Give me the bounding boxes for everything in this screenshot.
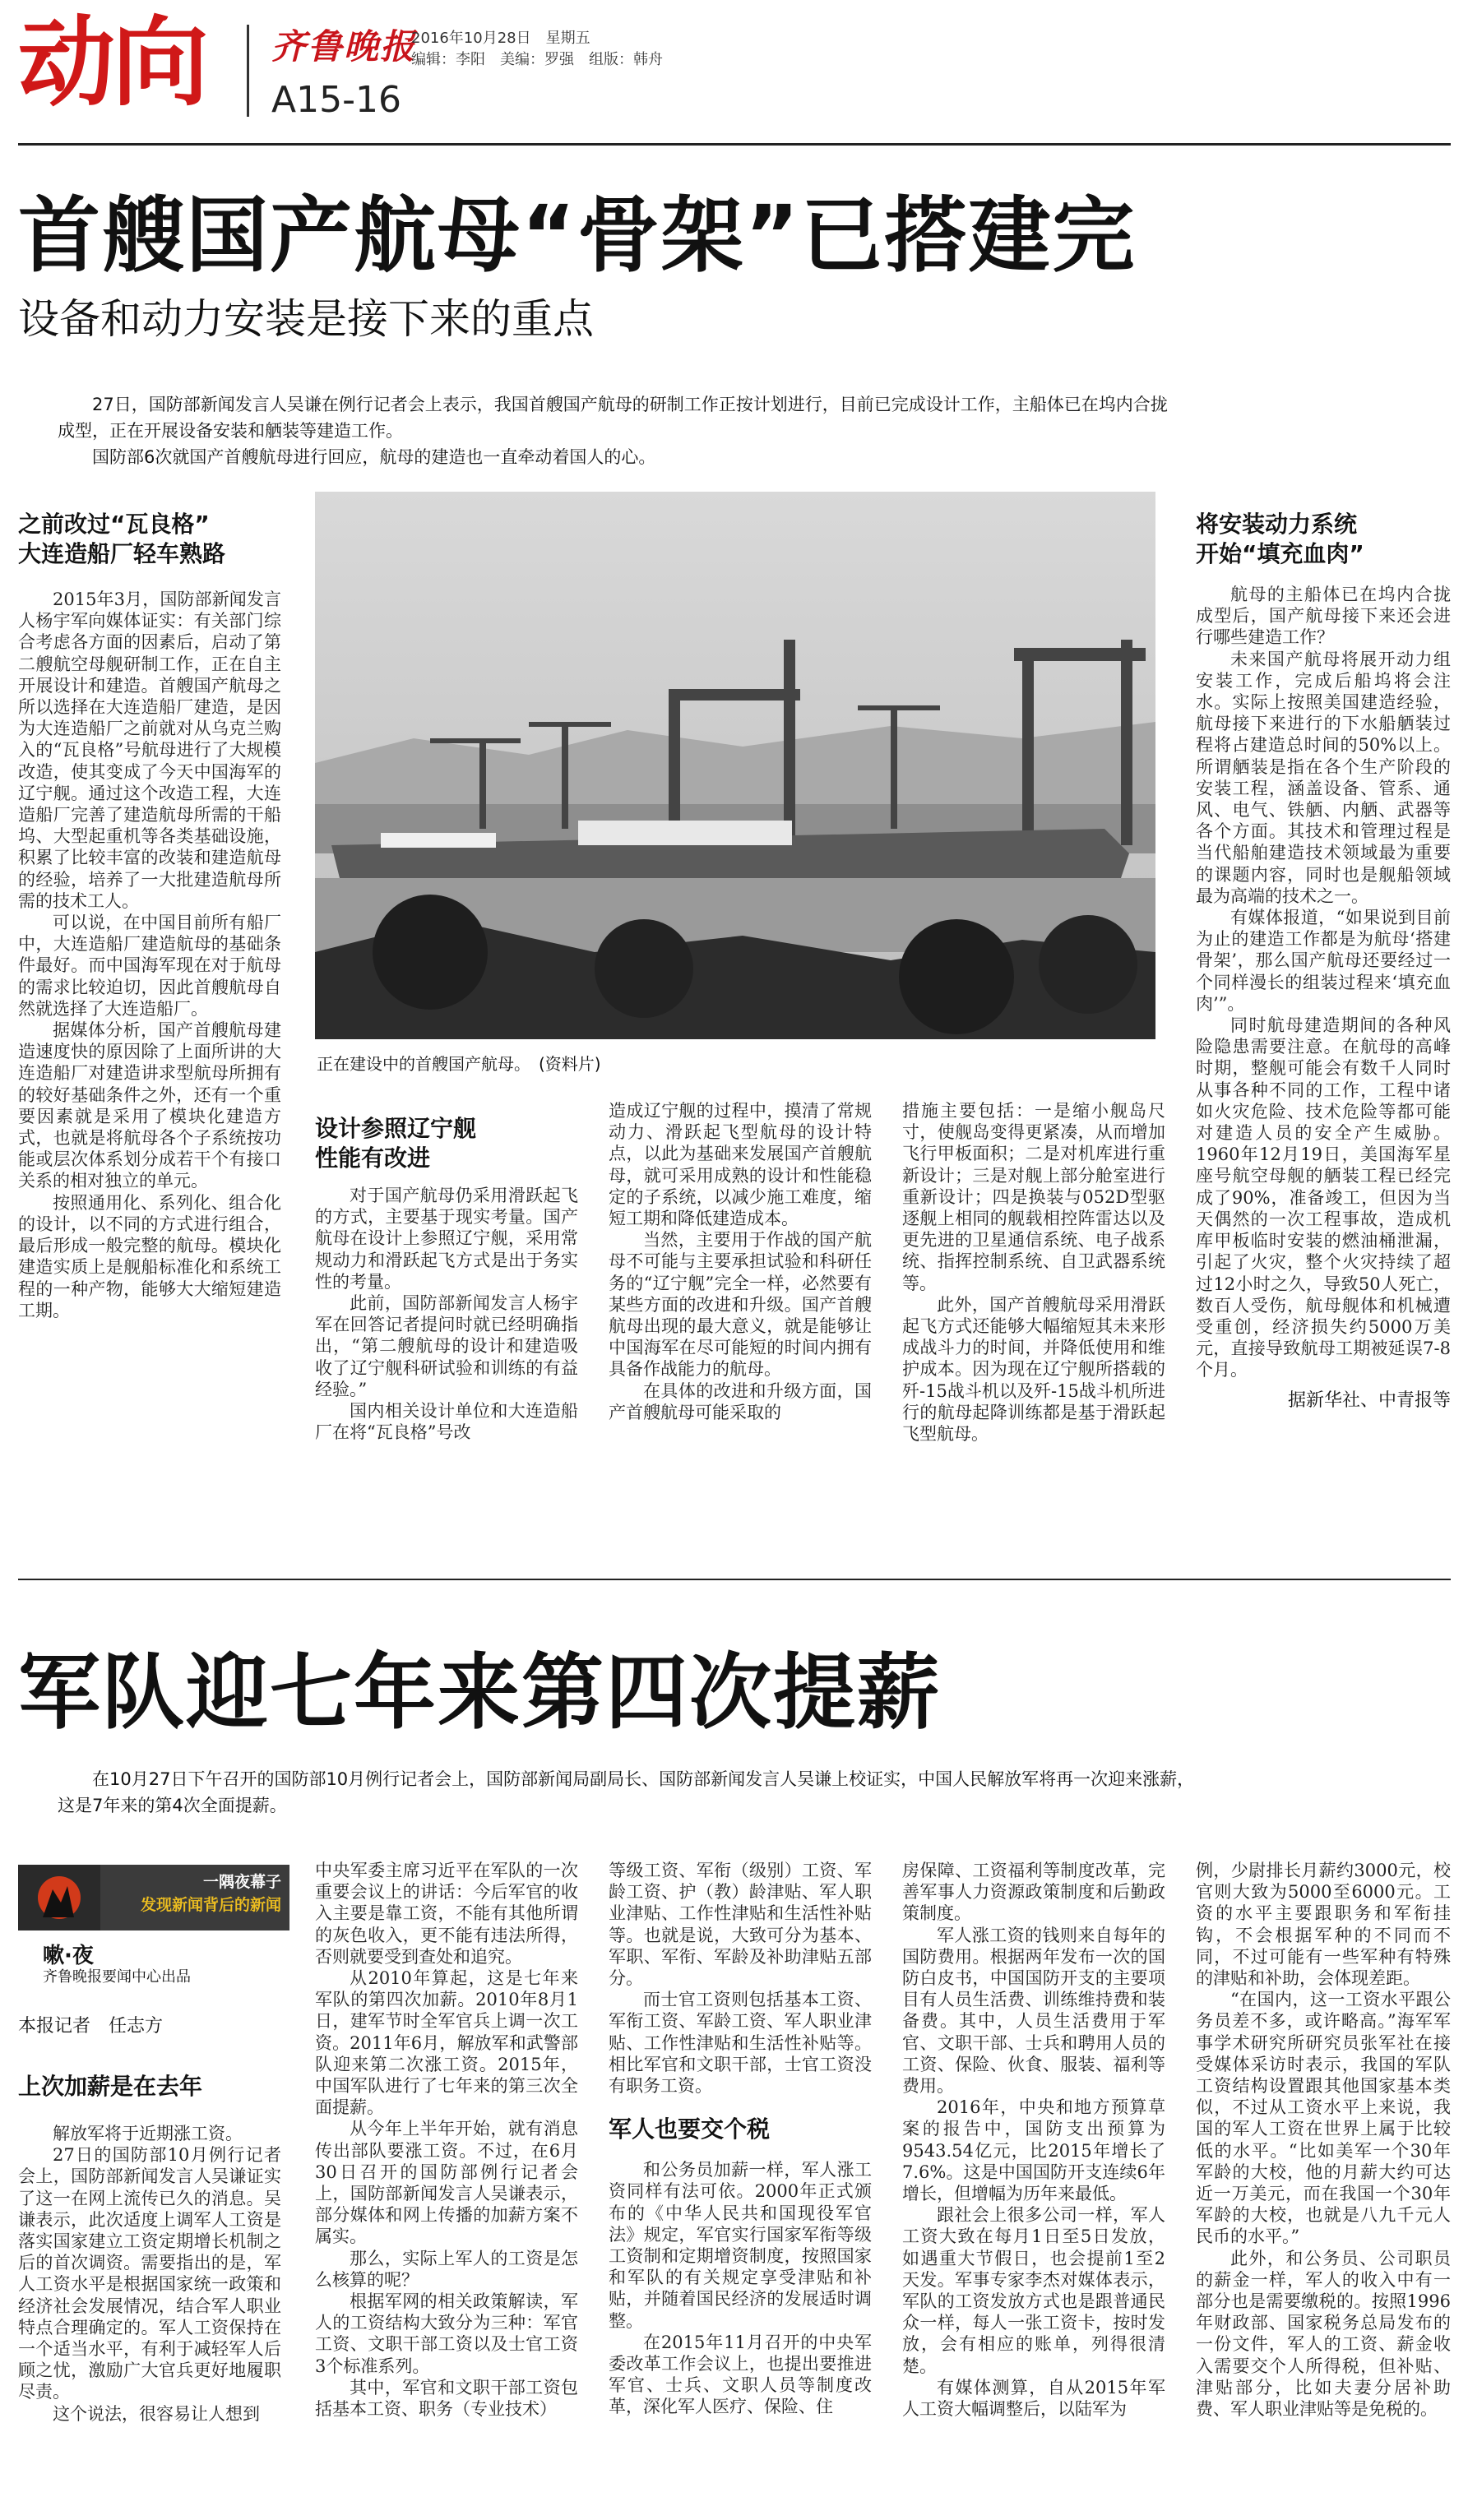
section2-title-line-2: 性能有改进 (315, 1144, 431, 1172)
section1-body (18, 589, 281, 1321)
paragraph: 房保障、工资福利等制度改革，完善军事人力资源政策制度和后勤政策制度。 (902, 1861, 1165, 1924)
paragraph: 按照通用化、系列化、组合化的设计，以不同的方式进行组合，最后形成一般完整的航母。模块化建造实质上是舰船标准化和系统工程的一种产物，能够大大缩短建造工期。 (18, 1192, 281, 1320)
article-divider (18, 1579, 1451, 1580)
article1-credit: 据新华社、中青报等 (1287, 1389, 1451, 1411)
article2-section1-body (18, 2123, 281, 2425)
article1-column-4 (902, 1100, 1165, 1445)
paragraph: 这个说法，很容易让人想到 (53, 2403, 260, 2424)
paragraph: 跟社会上很多公司一样，军人工资大致在每月1日至5日发放，如遇重大节假日，也会提前1至2天发。军事专家李杰对媒体表示，军队的工资发放方式也是跟普通民众一样，每人一张工资卡，按时发放，会有相应的账单，列得很清楚。 (902, 2205, 1165, 2376)
paragraph: 在具体的改进和升级方面，国产首艘航母可能采取的 (609, 1380, 872, 1422)
paragraph: 有媒体报道，“如果说到目前为止的建造工作都是为航母‘搭建骨架’，那么国产航母还要经过一个同样漫长的组装过程来‘填充血肉’”。 (1196, 908, 1451, 1014)
section1-title-line-2: 大连造船厂轻车熟路 (18, 540, 226, 567)
paragraph: 2016年，中央和地方预算草案的报告中，国防支出预算为9543.54亿元，比2015年增长了7.6%。这是中国国防开支连续6年增长，但增幅为历年来最低。 (902, 2097, 1165, 2204)
section3-title-line-2: 开始“填充血肉” (1196, 540, 1364, 567)
paragraph: 解放军将于近期涨工资。 (53, 2124, 243, 2143)
paragraph: 此外，和公务员、公司职员的薪金一样，军人的收入中有一部分也是需要缴税的。按照1996年财政部、国家税务总局发布的一份文件，军人的工资、薪金收入需要交个人所得税，但补贴、津贴部分，比如夫妻分居补助费、军人职业津贴等是免税的。 (1196, 2248, 1451, 2420)
article2-column-5 (1196, 1860, 1451, 2420)
paragraph: 当然，主要用于作战的国产航母不可能与主要承担试验和科研任务的“辽宁舰”完全一样，必然要有某些方面的改进和升级。国产首艘航母出现的最大意义，就是能够让中国海军在尽可能短的时间内拥有具备作战能力的航母。 (609, 1230, 872, 1380)
masthead-rule (18, 143, 1451, 146)
page-number: A15-16 (271, 79, 401, 121)
paragraph: 从今年上半年开始，就有消息传出部队要涨工资。不过，在6月30日召开的国防部例行记者会上，国防部新闻发言人吴谦表示，部分媒体和网上传播的加薪方案不属实。 (315, 2119, 578, 2247)
paragraph: 国内相关设计单位和大连造船厂在将“瓦良格”号改 (315, 1401, 578, 1443)
article2-lead-paragraph: 在10月27日下午召开的国防部10月例行记者会上，国防部新闻局副局长、国防部新闻发言人吴谦上校证实，中国人民解放军将再一次迎来涨薪，这是7年来的第4次全面提薪。 (58, 1769, 1195, 1815)
paragraph: 那么，实际上军人的工资是怎么核算的呢？ (315, 2248, 578, 2290)
article1-lead-paragraph-2: 国防部6次就国产首艘航母进行回应，航母的建造也一直牵动着国人的心。 (92, 447, 656, 467)
photo-caption: 正在建设中的首艘国产航母。 (资料片) (317, 1054, 601, 1074)
masthead-divider (247, 25, 249, 117)
paragraph: 航母的主船体已在坞内合拢成型后，国产航母接下来还会进行哪些建造工作？ (1196, 585, 1451, 648)
paragraph: 而士官工资则包括基本工资、军衔工资、军龄工资、军人职业津贴、工作性津贴和生活性补贴等。相比军官和文职干部，士官工资没有职务工资。 (609, 1990, 872, 2097)
paragraph: 等级工资、军衔（级别）工资、军龄工资、护（教）龄津贴、军人职业津贴、工作性津贴和生活性补贴等。也就是说，大致可分为基本、军职、军衔、军龄及补助津贴五部分。 (609, 1861, 872, 1989)
paragraph: 和公务员加薪一样，军人涨工资同样有法可依。2000年正式颁布的《中华人民共和国现役军官法》规定，军官实行国家军衔等级工资制和定期增资制度，按照国家和军队的有关规定享受津贴和补贴，并随着国民经济的发展适时调整。 (609, 2160, 872, 2331)
article1-column-5 (1196, 510, 1451, 1412)
brand-name: 嗽·夜 (43, 1944, 94, 1968)
article2-section2-title: 军人也要交个税 (609, 2115, 771, 2143)
paragraph: 据媒体分析，国产首艘航母建造速度快的原因除了上面所讲的大连造船厂对建造讲求型航母所拥有的较好基础条件之外，还有一个重要因素就是采用了模块化建造方式，也就是将航母各个子系统按功能或层次体系划分成若干个有接口关系的相对独立的单元。 (18, 1020, 281, 1191)
paragraph: 未来国产航母将展开动力组安装工作，完成后船坞将会注水。实际上按照美国建造经验，航母接下来进行的下水船舾装过程将占建造总时间的50%以上。所谓舾装是指在各个生产阶段的安装工程，涵盖设备、管系、通风、电气、铁舾、内舾、武器等各个方面。其技术和管理过程是当代船舶建造技术领域最为重要的课题内容，同时也是舰船领域最为高端的技术之一。 (1196, 649, 1451, 906)
article2-lead (58, 1766, 1201, 1819)
article1-subheadline: 设备和动力安装是接下来的重点 (18, 295, 594, 343)
article2-column-3 (609, 1860, 872, 2418)
section-title: 动向 (18, 6, 206, 119)
reporter-byline: 本报记者 任志方 (18, 2016, 164, 2037)
paragraph: 从2010年算起，这是七年来军队的第四次加薪。2010年8月1日，建军节时全军官兵上调一次工资。2011年6月，解放军和武警部队迎来第二次涨工资。2015年，中国军队进行了七年来的第三次全面提薪。 (315, 1968, 578, 2118)
paragraph: “在国内，这一工资水平跟公务员差不多，或许略高。”海军军事学术研究所研究员张军社在接受媒体采访时表示，我国的军队工资结构设置跟其他国家基本类似，不过从工资水平上来说，我国的军人工资在世界上属于比较低的水平。“比如美军一个30年军龄的大校，他的月薪大约可达近一万美元，而在我国一个30年军龄的大校，也就是八九千元人民币的水平。” (1196, 1990, 1451, 2247)
paragraph: 其中，军官和文职干部工资包括基本工资、职务（专业技术） (315, 2377, 578, 2420)
editors-line: 编辑：李阳 美编：罗强 组版：韩舟 (411, 51, 663, 68)
paragraph: 根据军网的相关政策解读，军人的工资结构大致分为三种：军官工资、文职干部工资以及士官工资3个标准系列。 (315, 2291, 578, 2376)
article1-lead (58, 391, 1176, 470)
paragraph: 在2015年11月召开的中央军委改革工作会议上，也提出要推进军官、士兵、文职人员等制度改革，深化军人医疗、保险、住 (609, 2332, 872, 2417)
article1-column-1 (18, 510, 281, 1321)
paragraph: 可以说，在中国目前所有船厂中，大连造船厂建造航母的基础条件最好。而中国海军现在对于航母的需求比较迫切，因此首艘航母自然就选择了大连造船厂。 (18, 913, 281, 1019)
paragraph: 中央军委主席习近平在军队的一次重要会议上的讲话：今后军官的收入主要是靠工资，不能有其他所谓的灰色收入，更不能有违法所得，否则就要受到查处和追究。 (315, 1861, 578, 1967)
newspaper-logo: 齐鲁晚报 (271, 26, 417, 67)
section3-title-line-1: 将安装动力系统 (1196, 511, 1358, 538)
date-line: 2016年10月28日 星期五 (411, 30, 590, 47)
shipyard-photo (315, 492, 1155, 1039)
badge-slogan-2: 发现新闻背后的新闻 (140, 1896, 281, 1914)
section2-body (315, 1185, 578, 1443)
badge-slogan-1: 一隅夜幕子 (202, 1873, 281, 1891)
article2-col3-body (609, 1860, 872, 2097)
section2-title-line-1: 设计参照辽宁舰 (315, 1115, 477, 1142)
section3-body (1196, 584, 1451, 1381)
paragraph: 造成辽宁舰的过程中，摸清了常规动力、滑跃起飞型航母的设计特点，以此为基础来发展国产首艘航母，就可采用成熟的设计和性能稳定的子系统，以减少施工难度，缩短工期和降低建造成本。 (609, 1101, 872, 1229)
paragraph: 对于国产航母仍采用滑跃起飞的方式，主要基于现实考量。国产航母在设计上参照辽宁舰，采用常规动力和滑跃起飞方式是出于务实性的考量。 (315, 1186, 578, 1292)
article2-headline: 军队迎七年来第四次提薪 (18, 1644, 941, 1741)
article2-column-1 (18, 2072, 281, 2425)
article1-column-2 (315, 1114, 578, 1443)
paragraph: 2015年3月，国防部新闻发言人杨宇军向媒体证实：有关部门综合考虑各方面的因素后，启动了第二艘航空母舰研制工作，正在自主开展设计和建造。首艘国产航母之所以选择在大连造船厂建造，是因为大连造船厂之前就对从乌克兰购入的“瓦良格”号航母进行了大规模改造，使其变成了今天中国海军的辽宁舰。通过这个改造工程，大连造船厂完善了建造航母所需的干船坞、大型起重机等各类基础设施，积累了比较丰富的改装和建造航母的经验，培养了一大批建造航母所需的技术工人。 (18, 590, 281, 911)
article1-headline: 首艘国产航母“骨架”已搭建完 (18, 187, 1137, 284)
paragraph: 有媒体测算，自从2015年军人工资大幅调整后，以陆军为 (902, 2377, 1165, 2420)
paragraph: 此前，国防部新闻发言人杨宇军在回答记者提问时就已经明确指出，“第二艘航母的设计和建造吸收了辽宁舰科研试验和训练的有益经验。” (315, 1293, 578, 1399)
paragraph: 措施主要包括：一是缩小舰岛尺寸，使舰岛变得更紧凑，从而增加飞行甲板面积；二是对机库进行重新设计；三是对舰上部分舱室进行重新设计；四是换装与052D型驱逐舰上相同的舰载相控阵雷达以及更先进的卫星通信系统、电子战系统、指挥控制系统、自卫武器系统等。 (902, 1101, 1165, 1293)
article2-section2-body (609, 2159, 872, 2417)
brand-subtitle: 齐鲁晚报要闻中心出品 (43, 1968, 191, 1986)
paragraph: 27日的国防部10月例行记者会上，国防部新闻发言人吴谦证实了这一在网上流传已久的消息。吴谦表示，此次适度上调军人工资是落实国家建立工资定期增长机制之后的首次调资。需要指出的是，军人工资水平是根据国家统一政策和经济社会发展情况，结合军人职业特点合理确定的。军人工资保持在一个适当水平，有利于减轻军人后顾之忧，激励广大官兵更好地履职尽责。 (18, 2145, 281, 2402)
article2-section1-title: 上次加薪是在去年 (18, 2073, 203, 2100)
section1-title-line-1: 之前改过“瓦良格” (18, 511, 210, 538)
paragraph: 同时航母建造期间的各种风险隐患需要注意。在航母的高峰时期，整舰可能会有数千人同时从事各种不同的工作，工程中诸如火灾危险、技术危险等都可能对建造人员的安全产生威胁。1960年12月19日，美国海军星座号航空母舰的舾装工程已经完成了90%，准备竣工，但因为当天偶然的一次工程事故，造成机库甲板临时安装的燃油桶泄漏，引起了火灾，整个火灾持续了超过12小时之久，导致50人死亡，数百人受伤，航母舰体和机械遭受重创，经济损失约5000万美元，直接导致航母工期被延误7-8个月。 (1196, 1015, 1451, 1380)
article1-lead-paragraph-1: 27日，国防部新闻发言人吴谦在例行记者会上表示，我国首艘国产航母的研制工作正按计划进行，目前已完成设计工作，主船体已在坞内合拢成型，正在开展设备安装和舾装等建造工作。 (58, 395, 1168, 441)
article2-column-4 (902, 1860, 1165, 2420)
article1-column-3 (609, 1100, 872, 1423)
paragraph: 例，少尉排长月薪约3000元，校官则大致为5000至6000元。工资的水平主要跟职务和军衔挂钩，不会根据军种的不同而不同，不过可能有一些军种有特殊的津贴和补助，会体现差距。 (1196, 1861, 1451, 1989)
paragraph: 此外，国产首艘航母采用滑跃起飞方式还能够大幅缩短其未来形成战斗力的时间，并降低使用和维护成本。因为现在辽宁舰所搭载的歼-15战斗机以及歼-15战斗机所进行的航母起降训练都是基于滑跃起飞型航母。 (902, 1294, 1165, 1445)
paragraph: 军人涨工资的钱则来自每年的国防费用。根据两年发布一次的国防白皮书，中国国防开支的主要项目有人员生活费、训练维持费和装备费。其中，人员生活费用于军官、文职干部、士兵和聘用人员的工资、保险、伙食、服装、福利等费用。 (902, 1925, 1165, 2097)
article2-column-2 (315, 1860, 578, 2420)
